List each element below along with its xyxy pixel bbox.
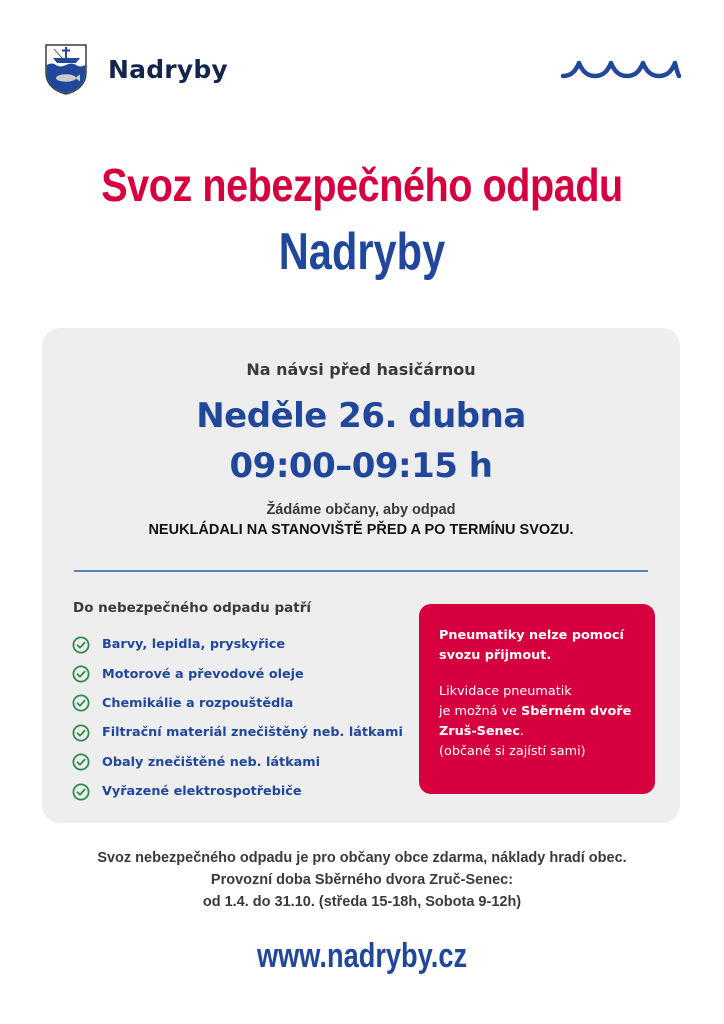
footer-text: Svoz nebezpečného odpadu je pro občany obce zdarma, náklady hradí obec.: [97, 850, 627, 866]
brand-name: Nadryby: [108, 54, 228, 84]
list-item: [72, 659, 403, 688]
time-text: 09:00–09:15 h: [229, 446, 493, 486]
list-item-label: Vyřazené elektrospotřebiče: [102, 784, 302, 800]
tires-body-note: (občané si zajístí sami): [439, 744, 586, 759]
website-link[interactable]: www.nadryby.cz: [256, 937, 468, 975]
info-panel: [42, 328, 680, 823]
list-item: [72, 718, 403, 747]
date-text: Neděle 26. dubna: [196, 396, 526, 436]
divider: [74, 570, 648, 572]
check-circle-icon: [72, 724, 90, 742]
tires-headline: svozu přijmout.: [439, 648, 552, 663]
waves-icon: [560, 58, 682, 82]
list-item-label: Chemikálie a rozpouštědla: [102, 695, 294, 711]
list-item: [72, 748, 403, 777]
request-text: Žádáme občany, aby odpad: [266, 502, 456, 518]
check-circle-icon: [72, 694, 90, 712]
tires-body-prefix: je možná ve: [439, 704, 522, 719]
tires-body-text: [439, 702, 635, 722]
tires-headline: Pneumatiky nelze pomocí: [439, 628, 624, 643]
accepted-list: [72, 630, 403, 806]
tires-body-text: Likvidace pneumatik: [439, 684, 572, 699]
collection-yard-location: Zruš-Senec: [439, 724, 520, 739]
check-circle-icon: [72, 665, 90, 683]
tires-notice-box: [419, 604, 655, 794]
tires-body-suffix: .: [519, 724, 524, 739]
request-warning: NEUKLÁDALI NA STANOVIŠTĚ PŘED A PO TERMÍNU SVOZU.: [148, 522, 574, 538]
list-item-label: Filtrační materiál znečištěný neb. látkami: [102, 725, 403, 741]
list-item-label: Obaly znečištěné neb. látkami: [102, 754, 320, 770]
list-item: [72, 630, 403, 659]
collection-yard-name: Sběrném dvoře: [521, 704, 632, 719]
accepted-list-heading: Do nebezpečného odpadu patří: [73, 600, 311, 616]
poster-title: Svoz nebezpečného odpadu: [101, 159, 623, 211]
tires-body-text: [439, 722, 635, 742]
footer-text: od 1.4. do 31.10. (středa 15-18h, Sobota 9-12h): [202, 894, 522, 910]
footer-text: Provozní doba Sběrného dvora Zruč-Senec:: [210, 872, 514, 888]
check-circle-icon: [72, 783, 90, 801]
check-circle-icon: [72, 753, 90, 771]
check-circle-icon: [72, 636, 90, 654]
header-logo: [44, 43, 228, 95]
list-item: [72, 689, 403, 718]
coat-of-arms-icon: [44, 43, 88, 95]
poster-subtitle: Nadryby: [278, 223, 446, 281]
list-item-label: Barvy, lepidla, pryskyřice: [102, 637, 286, 653]
list-item-label: Motorové a převodové oleje: [102, 666, 304, 682]
location-text: Na návsi před hasičárnou: [246, 360, 476, 379]
list-item: [72, 777, 403, 806]
